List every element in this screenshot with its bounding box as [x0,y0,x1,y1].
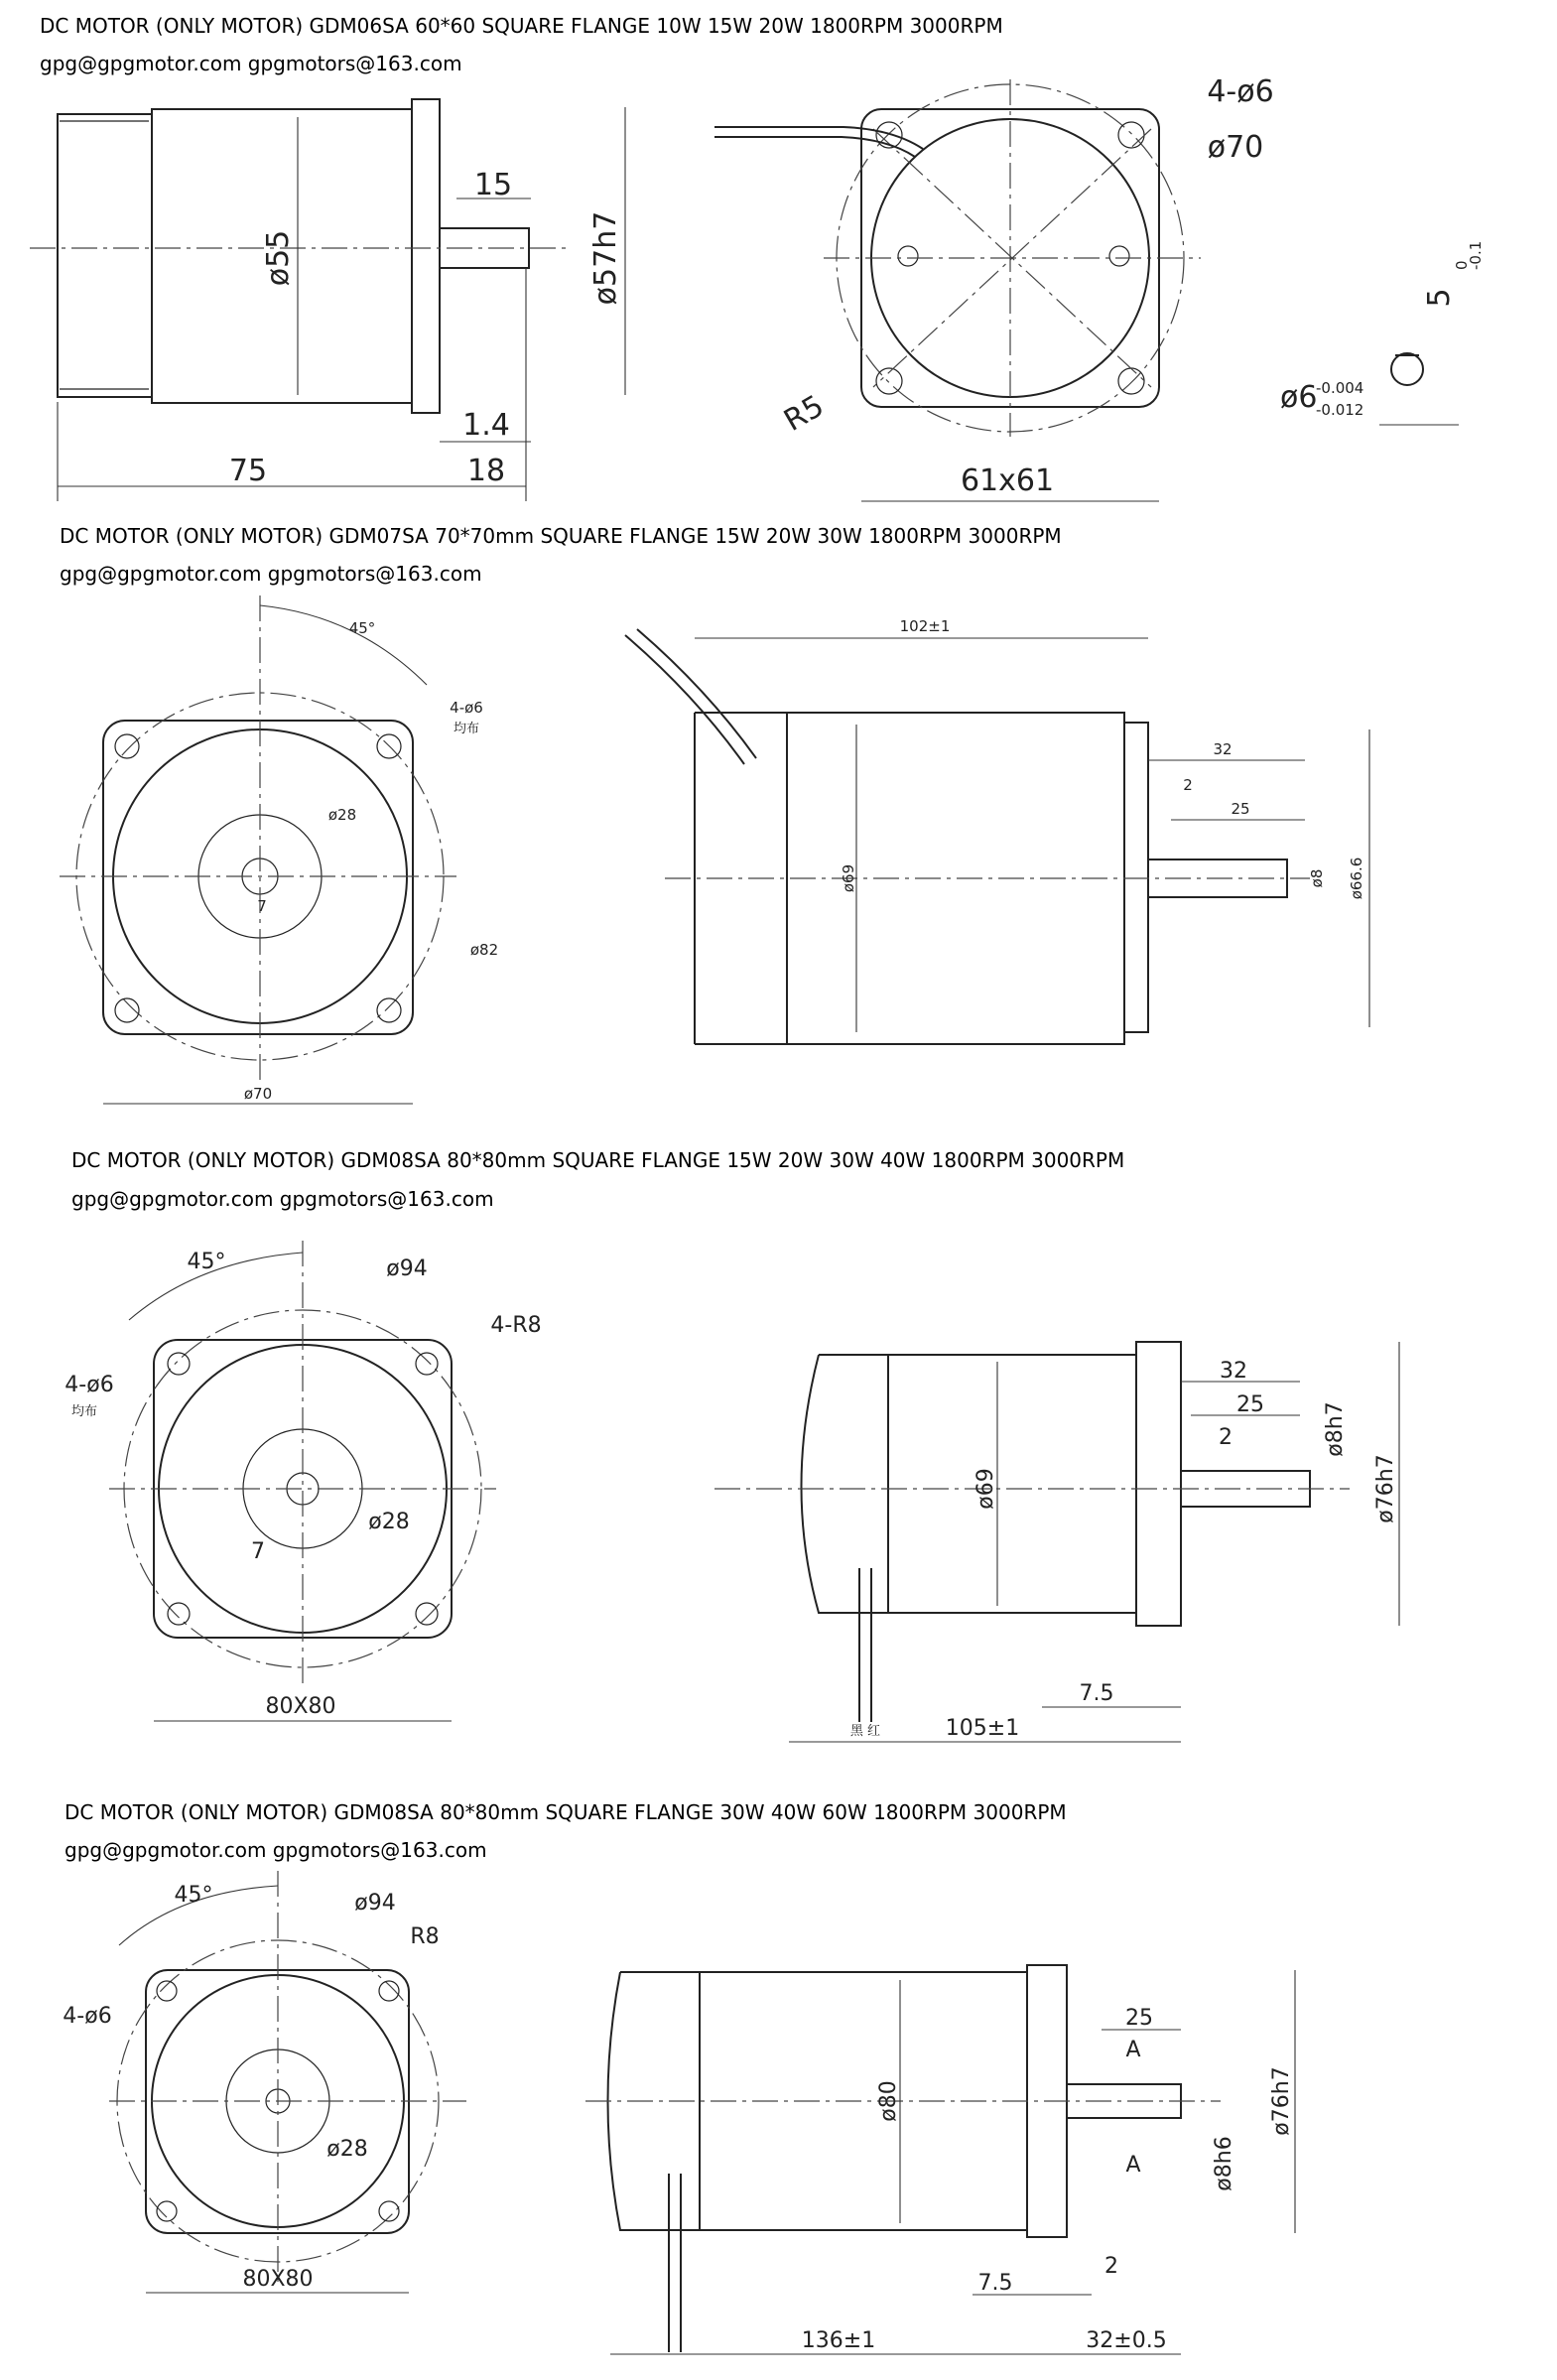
gdm08a-front-label: 7.5 [1079,1681,1114,1706]
gdm08a-holes-label: 4-ø6 [65,1373,114,1397]
gdm07-key-len-label: 25 [1231,800,1250,818]
gdm07-total-label: 102±1 [899,617,951,635]
gdm07-holes-label: 4-ø6 [450,699,483,717]
gdm06-key-h-label: 5 [1422,288,1457,308]
gdm06-flange-t-label: 1.4 [462,408,510,443]
gdm08a-front-view [65,1241,541,1721]
gdm08a-key-label: 7 [251,1539,265,1564]
gdm08a-total-label: 105±1 [945,1716,1020,1741]
gdm07-angle-label: 45° [348,619,376,637]
gdm06-pilot-label: ø57h7 [588,210,623,306]
gdm06-shaft-tol-up: -0.004 [1316,379,1364,397]
section-1-title: DC MOTOR (ONLY MOTOR) GDM06SA 60*60 SQUARE FLANGE 10W 15W 20W 1800RPM 3000RPM [40,14,1003,38]
gdm06-shaft-section [1280,241,1485,425]
gdm08b-total-label: 136±1 [801,2328,876,2353]
gdm08b-flange-t-label: 2 [1104,2254,1118,2279]
gdm08b-front-view [63,1871,466,2293]
gdm06-radius-label: R5 [778,388,831,439]
gdm07-flange-t-label: 2 [1183,776,1193,794]
gdm08b-pcd-label: ø94 [354,1891,396,1916]
section-3-emails: gpg@gpgmotor.com gpgmotors@163.com [71,1187,494,1211]
gdm06-shaft-len-label: 15 [473,168,513,202]
gdm08b-body-dia-label: ø80 [876,2080,901,2122]
gdm06-shaft-dia-label: ø6 [1280,380,1318,415]
section-2-emails: gpg@gpgmotor.com gpgmotors@163.com [60,562,482,586]
gdm08a-side-view [714,1342,1399,1742]
gdm08a-square-label: 80X80 [265,1694,336,1719]
gdm08a-wire-label: 黑 红 [849,1724,881,1739]
gdm06-total-label: 75 [228,454,268,488]
gdm06-key-tol-low: -0.1 [1467,240,1485,270]
gdm08a-pcd-label: ø94 [386,1256,428,1281]
gdm08a-corner-label: 4-R8 [490,1313,542,1338]
gdm08b-pilot-label: ø76h7 [1269,2066,1294,2136]
section-4-title: DC MOTOR (ONLY MOTOR) GDM08SA 80*80mm SQUARE FLANGE 30W 40W 60W 1800RPM 3000RPM [65,1800,1067,1824]
gdm08a-key-len-label: 25 [1236,1392,1264,1417]
gdm06-side-view [30,99,625,501]
gdm06-square-label: 61x61 [960,463,1055,498]
gdm08a-shaft-dia-label: ø8h7 [1323,1401,1348,1457]
gdm07-pcd-label: ø82 [469,941,499,959]
gdm08b-boss-label: ø28 [326,2137,368,2162]
gdm07-key-label: 7 [257,897,267,915]
gdm07-front-view [60,595,498,1104]
gdm08b-angle-label: 45° [174,1883,213,1908]
gdm08b-section-a-bottom: A [1125,2153,1141,2178]
section-1-emails: gpg@gpgmotor.com gpgmotors@163.com [40,52,462,75]
gdm08a-shaft-len-label: 32 [1220,1359,1247,1384]
gdm08a-pilot-label: ø76h7 [1373,1454,1398,1523]
gdm08b-shaft-len-label: 32±0.5 [1086,2328,1167,2353]
gdm07-holes-note: 均布 [453,722,480,736]
gdm08b-front-label: 7.5 [977,2271,1013,2296]
section-4-emails: gpg@gpgmotor.com gpgmotors@163.com [65,1838,487,1862]
gdm06-shaft-tol-low: -0.012 [1316,401,1364,419]
gdm08a-angle-label: 45° [187,1250,226,1274]
gdm08b-square-label: 80X80 [242,2267,314,2292]
gdm07-shaft-dia-label: ø8 [1308,868,1326,888]
gdm06-holes-label: 4-ø6 [1207,74,1274,109]
gdm08b-side-view [585,1965,1295,2354]
gdm08b-holes-label: 4-ø6 [63,2004,112,2029]
gdm08b-key-len-label: 25 [1125,2006,1153,2031]
gdm07-pilot-label: ø66.6 [1348,857,1365,900]
gdm06-key-tol-up: 0 [1453,260,1471,270]
gdm08b-section-a-top: A [1125,2038,1141,2062]
gdm08b-corner-label: R8 [410,1924,440,1949]
gdm07-square-label: ø70 [243,1085,273,1103]
section-2-title: DC MOTOR (ONLY MOTOR) GDM07SA 70*70mm SQUARE FLANGE 15W 20W 30W 1800RPM 3000RPM [60,524,1062,548]
gdm07-side-view [625,617,1369,1044]
gdm08a-holes-note: 均布 [70,1404,98,1419]
gdm07-body-dia-label: ø69 [840,863,857,893]
gdm07-boss-label: ø28 [327,806,357,824]
gdm08b-shaft-dia-label: ø8h6 [1212,2136,1236,2191]
gdm06-front-label: 18 [466,454,506,488]
gdm07-shaft-len-label: 32 [1213,740,1233,758]
gdm08a-flange-t-label: 2 [1219,1425,1233,1450]
gdm08a-boss-label: ø28 [368,1510,410,1534]
section-3-title: DC MOTOR (ONLY MOTOR) GDM08SA 80*80mm SQUARE FLANGE 15W 20W 30W 40W 1800RPM 3000RPM [71,1148,1125,1172]
gdm06-front-view [714,74,1274,501]
gdm06-pcd-label: ø70 [1207,130,1264,165]
gdm06-body-dia-label: ø55 [261,229,296,287]
gdm08a-body-dia-label: ø69 [973,1468,998,1510]
